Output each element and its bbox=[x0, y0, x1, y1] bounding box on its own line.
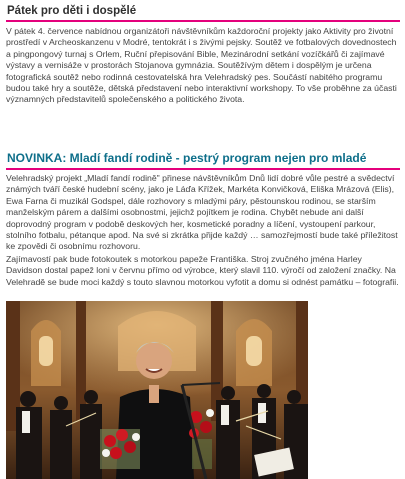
section-heading: Pátek pro děti i dospělé bbox=[6, 4, 400, 22]
section-novinka bbox=[6, 151, 400, 288]
section-paragraph-2: Zajímavostí pak bude fotokoutek s motorkou papeže Františka. Stroj zvučného jména Harley Davidson dostal papež loni v červnu přímo od výrobce, který slavil 110. výročí od založení značky. Na Velehradě se bude moci každý s touto slavnou motorkou vyfotit a domu si odnést památku – fotografii. bbox=[6, 253, 399, 287]
concert-photo-illustration bbox=[6, 301, 308, 479]
section-friday bbox=[6, 4, 400, 106]
section-paragraph-1: Velehradský projekt „Mladí fandí rodině" přinese návštěvníkům Dnů lidí dobré vůle pestré a svědectví známých tváří české hudební scény, jako je Láďa Křížek, Markéta Konvičková, Eliška Mrázová (Elis), Ewa Farna či muzikál Godspel, dále rozhovory s mladými páry, pěstounskou rodinou, se starším manželským párem a dalšími osobnostmi, jejichž pojítkem je rodina. Chybět nebude ani další doprovodný program v podobě deskových her, kosmetické poradny a líčení, vystoupení parkour, stolního fotbalu, pétanque apod. Na své si zkrátka přijde každý … samozřejmostí bude také příležitost ke zpovědi či osobnímu rozhovoru. bbox=[6, 173, 398, 252]
section-heading: NOVINKA: Mladí fandí rodině - pestrý program nejen pro mladé bbox=[6, 151, 400, 170]
section-text: V pátek 4. července nabídnou organizátoři návštěvníkům každoroční projekty jako Aktivity pro životní prostředí v Archeoskanzenu v Modré, tentokrát i s živými pejsky. Soutěž ve fotbalových dovednostech a pingpongový turnaj s Orlem, Ruční přepisování Bible, Mezinárodní setkání vozíčkářů či zajímavé výstavy a vernisáže v prostorách Stojanova gymnázia. Soutěžívým dětem i dospělým je určena fotografická soutěž nebo rodinná cestovatelská hra Velehradský pes. Součástí nabitého programu budou také hry a soutěže, dětská představení nebo interaktivní workshopy. To vše proběhne za účasti významných představitelů společenského a politického života. bbox=[6, 26, 397, 105]
article-photo bbox=[6, 301, 308, 479]
